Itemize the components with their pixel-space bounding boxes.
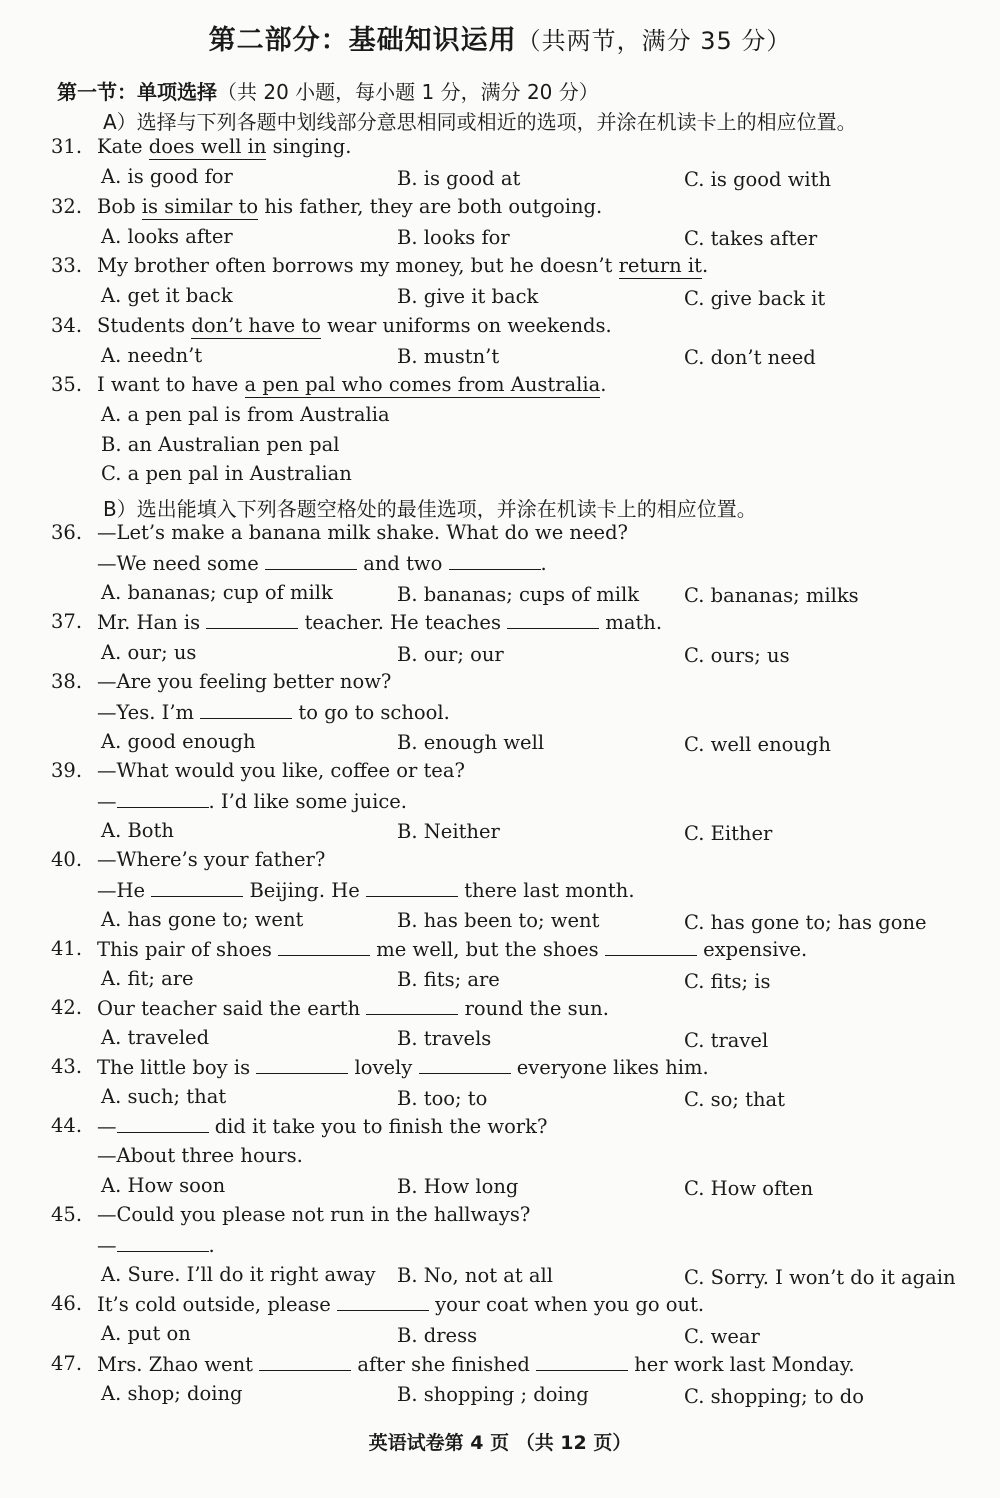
question-stem: Bob is similar to his father, they are both outgoing. — [97, 195, 603, 218]
question-stem: Students don’t have to wear uniforms on weekends. — [97, 314, 612, 337]
dialogue-line-1: —Where’s your father? — [97, 848, 326, 871]
answer-blank — [337, 1292, 429, 1311]
answer-blank — [117, 1233, 209, 1252]
option-a: A. looks after — [101, 225, 233, 248]
option-c: C. has gone to; has gone — [684, 911, 927, 934]
question-stem: Mr. Han is teacher. He teaches math. — [97, 611, 663, 634]
question-stem: It’s cold outside, please your coat when you go out. — [97, 1293, 705, 1316]
question-stem: Kate does well in singing. — [97, 135, 352, 158]
part-title-main: 第二部分：基础知识运用 — [208, 25, 517, 56]
option-a: A. needn’t — [101, 344, 203, 367]
answer-blank — [259, 1352, 351, 1371]
option-a: A. is good for — [101, 165, 233, 188]
question-stem: Mrs. Zhao went after she finished her work last Monday. — [97, 1353, 855, 1376]
section-title-main: 第一节：单项选择 — [57, 80, 217, 104]
section-title — [57, 76, 599, 105]
option-c: C. Sorry. I won’t do it again — [684, 1266, 956, 1289]
option-b: B. fits; are — [397, 968, 500, 991]
answer-blank — [151, 878, 243, 897]
answer-blank — [366, 878, 458, 897]
dialogue-line-1: —Let’s make a banana milk shake. What do we need? — [97, 521, 629, 544]
option-c: C. is good with — [684, 168, 832, 191]
question-37 — [0, 610, 1000, 640]
question-35 — [0, 373, 1000, 403]
option-b: B. Neither — [397, 820, 500, 843]
option-a: A. bananas; cup of milk — [101, 581, 333, 604]
question-number: 43. — [51, 1055, 83, 1078]
question-47 — [0, 1352, 1000, 1382]
answer-blank — [366, 996, 458, 1015]
option-a: A. a pen pal is from Australia — [101, 403, 390, 426]
option-a: A. put on — [101, 1322, 191, 1345]
option-a: A. such; that — [101, 1085, 227, 1108]
answer-blank — [265, 551, 357, 570]
answer-blank — [117, 789, 209, 808]
question-number: 44. — [51, 1114, 83, 1137]
answer-blank — [278, 937, 370, 956]
question-number: 36. — [51, 521, 83, 544]
part-title-sub: （共两节，满分 35 分） — [516, 27, 792, 55]
question-42 — [0, 996, 1000, 1026]
question-41 — [0, 937, 1000, 967]
question-32 — [0, 195, 1000, 225]
option-b: B. How long — [397, 1175, 519, 1198]
page-footer: 英语试卷第 4 页 （共 12 页） — [368, 1432, 632, 1454]
question-31 — [0, 135, 1000, 165]
underlined-phrase: does well in — [148, 135, 267, 158]
dialogue-line-1: —Are you feeling better now? — [97, 670, 392, 693]
question-stem: This pair of shoes me well, but the shoes expensive. — [97, 938, 808, 961]
option-b: B. mustn’t — [397, 345, 500, 368]
option-b: B. give it back — [397, 285, 539, 308]
question-number: 45. — [51, 1203, 83, 1226]
question-40 — [0, 848, 1000, 878]
option-c: C. travel — [684, 1029, 769, 1052]
question-number: 40. — [51, 848, 83, 871]
instruction-a: A）选择与下列各题中划线部分意思相同或相近的选项，并涂在机读卡上的相应位置。 — [103, 110, 857, 134]
question-45 — [0, 1203, 1000, 1233]
question-number: 32. — [51, 195, 83, 218]
answer-blank — [419, 1055, 511, 1074]
question-number: 39. — [51, 759, 83, 782]
option-b: B. an Australian pen pal — [101, 433, 340, 456]
option-a: A. has gone to; went — [101, 908, 304, 931]
option-a: A. Both — [101, 819, 174, 842]
option-a: A. fit; are — [101, 967, 194, 990]
question-46 — [0, 1292, 1000, 1322]
question-44 — [0, 1114, 1000, 1144]
option-c: C. wear — [684, 1325, 760, 1348]
option-b: B. our; our — [397, 643, 504, 666]
option-b: B. shopping ; doing — [397, 1383, 589, 1406]
question-34 — [0, 314, 1000, 344]
question-stem: My brother often borrows my money, but he doesn’t return it. — [97, 254, 709, 277]
option-c: C. give back it — [684, 287, 826, 310]
option-b: B. No, not at all — [397, 1264, 554, 1287]
dialogue-line-2: — . I’d like some juice. — [97, 790, 407, 813]
underlined-phrase: a pen pal who comes from Australia — [244, 373, 601, 396]
question-33 — [0, 254, 1000, 284]
question-number: 47. — [51, 1352, 83, 1375]
option-a: A. Sure. I’ll do it right away — [101, 1263, 376, 1286]
question-number: 31. — [51, 135, 83, 158]
option-c: C. a pen pal in Australian — [101, 462, 352, 485]
answer-blank — [200, 700, 292, 719]
question-stem: Our teacher said the earth round the sun. — [97, 997, 609, 1020]
option-c: C. well enough — [684, 733, 831, 756]
option-b: B. has been to; went — [397, 909, 600, 932]
option-a: A. traveled — [101, 1026, 210, 1049]
instruction-b: B）选出能填入下列各题空格处的最佳选项，并涂在机读卡上的相应位置。 — [103, 497, 757, 521]
option-c: C. takes after — [684, 227, 818, 250]
part-title — [0, 18, 1000, 57]
dialogue-line-2: —We need some and two . — [97, 552, 547, 575]
option-b: B. bananas; cups of milk — [397, 583, 640, 606]
option-c: C. ours; us — [684, 644, 790, 667]
dialogue-line-2: —He Beijing. He there last month. — [97, 879, 635, 902]
option-b: B. looks for — [397, 226, 510, 249]
option-a: A. our; us — [101, 641, 197, 664]
question-stem: I want to have a pen pal who comes from Australia. — [97, 373, 607, 396]
answer-blank — [449, 551, 541, 570]
option-b: B. is good at — [397, 167, 521, 190]
option-b: B. enough well — [397, 731, 545, 754]
option-c: C. bananas; milks — [684, 584, 859, 607]
option-b: B. too; to — [397, 1087, 488, 1110]
question-38 — [0, 670, 1000, 700]
underlined-phrase: is similar to — [141, 195, 259, 218]
option-a: A. get it back — [101, 284, 233, 307]
answer-blank — [206, 610, 298, 629]
question-39 — [0, 759, 1000, 789]
option-a: A. How soon — [101, 1174, 226, 1197]
option-c: C. Either — [684, 822, 773, 845]
question-number: 34. — [51, 314, 83, 337]
question-number: 41. — [51, 937, 83, 960]
underlined-phrase: return it — [618, 254, 702, 277]
option-b: B. travels — [397, 1027, 492, 1050]
option-a: A. shop; doing — [101, 1382, 243, 1405]
dialogue-line-2: —About three hours. — [97, 1144, 303, 1167]
question-number: 42. — [51, 996, 83, 1019]
answer-blank — [605, 937, 697, 956]
section-title-sub: （共 20 小题，每小题 1 分，满分 20 分） — [217, 80, 599, 104]
answer-blank — [117, 1114, 209, 1133]
dialogue-line-2: —Yes. I’m to go to school. — [97, 701, 450, 724]
answer-blank — [256, 1055, 348, 1074]
answer-blank — [507, 610, 599, 629]
option-c: C. fits; is — [684, 970, 771, 993]
dialogue-line-1: —What would you like, coffee or tea? — [97, 759, 465, 782]
question-number: 38. — [51, 670, 83, 693]
option-c: C. don’t need — [684, 346, 816, 369]
question-36 — [0, 521, 1000, 551]
answer-blank — [536, 1352, 628, 1371]
question-number: 46. — [51, 1292, 83, 1315]
question-number: 35. — [51, 373, 83, 396]
dialogue-line-2: — . — [97, 1234, 215, 1257]
dialogue-line-1: —Could you please not run in the hallways? — [97, 1203, 531, 1226]
option-b: B. dress — [397, 1324, 478, 1347]
question-43 — [0, 1055, 1000, 1085]
dialogue-line-1: — did it take you to finish the work? — [97, 1115, 548, 1138]
question-number: 33. — [51, 254, 83, 277]
option-c: C. so; that — [684, 1088, 785, 1111]
question-number: 37. — [51, 610, 83, 633]
option-c: C. shopping; to do — [684, 1385, 864, 1408]
option-c: C. How often — [684, 1177, 814, 1200]
question-stem: The little boy is lovely everyone likes him. — [97, 1056, 709, 1079]
option-a: A. good enough — [101, 730, 256, 753]
underlined-phrase: don’t have to — [191, 314, 321, 337]
